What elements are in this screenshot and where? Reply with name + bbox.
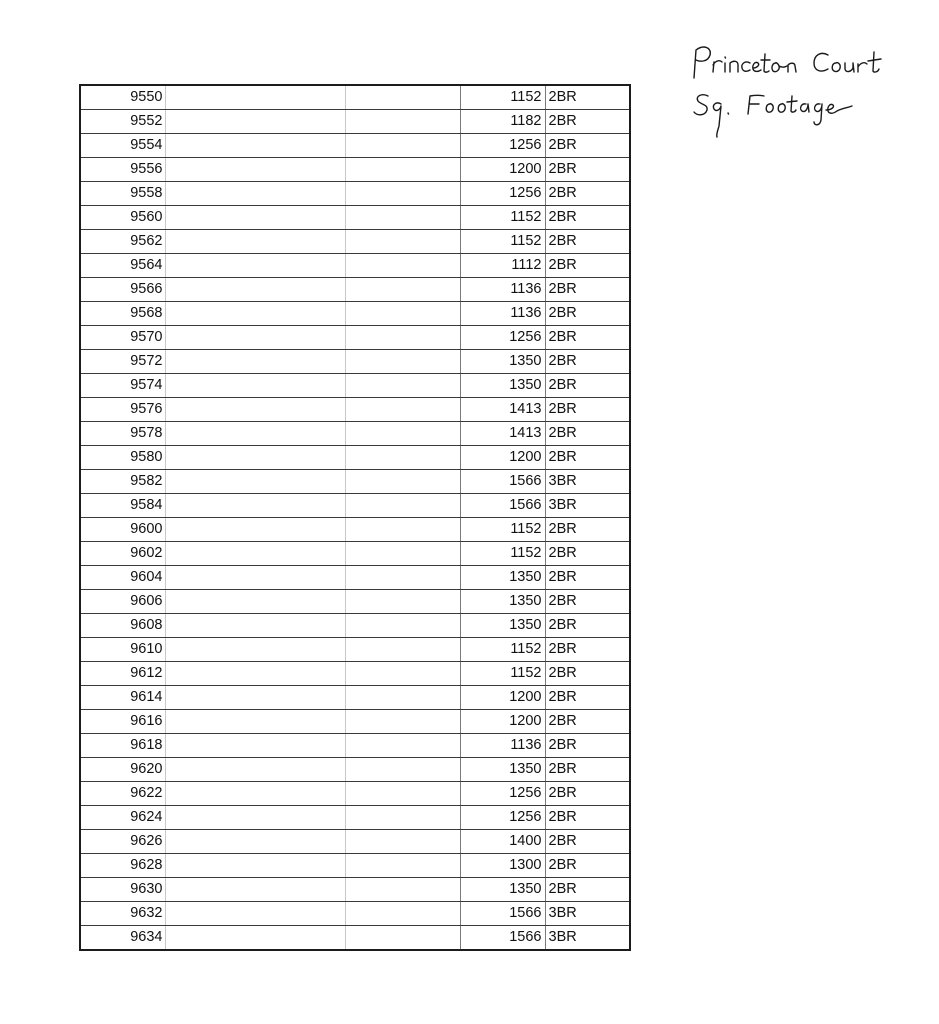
empty-cell [165,182,345,206]
unit-type: 2BR [545,230,630,254]
empty-cell [165,350,345,374]
empty-cell [345,878,460,902]
square-footage: 1136 [460,302,545,326]
empty-cell [165,446,345,470]
empty-cell [165,710,345,734]
square-footage: 1136 [460,278,545,302]
table-row [80,470,630,494]
table-row [80,302,630,326]
empty-cell [165,374,345,398]
unit-type: 2BR [545,206,630,230]
unit-type: 2BR [545,518,630,542]
table-body [80,85,630,950]
unit-number: 9612 [80,662,165,686]
unit-number: 9602 [80,542,165,566]
table-row [80,590,630,614]
square-footage: 1566 [460,494,545,518]
unit-number: 9572 [80,350,165,374]
empty-cell [165,830,345,854]
handwritten-note-drawing [690,38,920,148]
empty-cell [165,518,345,542]
empty-cell [345,662,460,686]
table-row [80,878,630,902]
table-row [80,686,630,710]
square-footage: 1152 [460,206,545,230]
empty-cell [345,446,460,470]
table-row [80,830,630,854]
empty-cell [165,206,345,230]
empty-cell [345,566,460,590]
unit-number: 9628 [80,854,165,878]
unit-type: 2BR [545,590,630,614]
square-footage: 1152 [460,662,545,686]
empty-cell [345,158,460,182]
empty-cell [345,638,460,662]
table-row [80,854,630,878]
square-footage: 1256 [460,806,545,830]
square-footage: 1350 [460,350,545,374]
empty-cell [165,566,345,590]
unit-type: 2BR [545,110,630,134]
unit-number: 9582 [80,470,165,494]
empty-cell [165,110,345,134]
unit-number: 9566 [80,278,165,302]
unit-type: 2BR [545,830,630,854]
table-row [80,806,630,830]
square-footage: 1200 [460,446,545,470]
empty-cell [345,710,460,734]
unit-type: 2BR [545,758,630,782]
square-footage: 1566 [460,926,545,951]
square-footage-table [79,84,631,951]
unit-type: 2BR [545,350,630,374]
unit-number: 9600 [80,518,165,542]
empty-cell [165,158,345,182]
square-footage: 1256 [460,326,545,350]
empty-cell [165,254,345,278]
unit-number: 9624 [80,806,165,830]
empty-cell [165,398,345,422]
empty-cell [345,134,460,158]
unit-type: 2BR [545,254,630,278]
unit-type: 2BR [545,182,630,206]
empty-cell [345,470,460,494]
unit-type: 2BR [545,710,630,734]
square-footage: 1182 [460,110,545,134]
table-row [80,254,630,278]
empty-cell [165,85,345,110]
table-row [80,182,630,206]
empty-cell [345,806,460,830]
empty-cell [345,374,460,398]
unit-number: 9632 [80,902,165,926]
unit-type: 2BR [545,782,630,806]
unit-number: 9556 [80,158,165,182]
square-footage: 1200 [460,710,545,734]
unit-number: 9562 [80,230,165,254]
unit-number: 9634 [80,926,165,951]
square-footage: 1400 [460,830,545,854]
unit-type: 2BR [545,854,630,878]
table-row [80,278,630,302]
unit-type: 3BR [545,926,630,951]
unit-number: 9604 [80,566,165,590]
square-footage: 1350 [460,758,545,782]
square-footage: 1112 [460,254,545,278]
unit-number: 9558 [80,182,165,206]
empty-cell [345,206,460,230]
unit-type: 2BR [545,614,630,638]
square-footage: 1300 [460,854,545,878]
empty-cell [345,518,460,542]
square-footage: 1350 [460,614,545,638]
empty-cell [165,230,345,254]
unit-number: 9552 [80,110,165,134]
empty-cell [345,254,460,278]
square-footage: 1256 [460,782,545,806]
empty-cell [345,734,460,758]
empty-cell [345,326,460,350]
unit-type: 2BR [545,134,630,158]
unit-number: 9554 [80,134,165,158]
table-row [80,110,630,134]
square-footage: 1152 [460,230,545,254]
square-footage: 1350 [460,878,545,902]
table-row [80,134,630,158]
unit-number: 9608 [80,614,165,638]
empty-cell [345,542,460,566]
unit-number: 9584 [80,494,165,518]
empty-cell [345,182,460,206]
empty-cell [165,326,345,350]
empty-cell [345,830,460,854]
unit-type: 3BR [545,470,630,494]
empty-cell [165,542,345,566]
unit-type: 2BR [545,302,630,326]
unit-type: 2BR [545,446,630,470]
empty-cell [345,854,460,878]
square-footage: 1200 [460,686,545,710]
table-row [80,662,630,686]
empty-cell [165,302,345,326]
unit-number: 9618 [80,734,165,758]
table-row [80,206,630,230]
unit-number: 9630 [80,878,165,902]
table-row [80,518,630,542]
unit-type: 2BR [545,686,630,710]
empty-cell [165,278,345,302]
empty-cell [345,614,460,638]
empty-cell [345,398,460,422]
table-row [80,566,630,590]
table-row [80,614,630,638]
unit-number: 9564 [80,254,165,278]
empty-cell [345,758,460,782]
unit-type: 2BR [545,278,630,302]
empty-cell [165,926,345,951]
empty-cell [345,230,460,254]
unit-number: 9578 [80,422,165,446]
table-row [80,542,630,566]
empty-cell [165,470,345,494]
empty-cell [165,494,345,518]
square-footage: 1152 [460,542,545,566]
unit-type: 2BR [545,85,630,110]
table-row [80,926,630,951]
square-footage: 1350 [460,566,545,590]
unit-number: 9560 [80,206,165,230]
empty-cell [165,782,345,806]
table-row [80,446,630,470]
unit-number: 9610 [80,638,165,662]
empty-cell [345,278,460,302]
unit-number: 9606 [80,590,165,614]
empty-cell [165,590,345,614]
table-row [80,85,630,110]
unit-number: 9620 [80,758,165,782]
table-row [80,782,630,806]
square-footage: 1152 [460,85,545,110]
unit-type: 2BR [545,734,630,758]
table-row [80,494,630,518]
unit-type: 2BR [545,158,630,182]
unit-type: 2BR [545,374,630,398]
table-row [80,230,630,254]
square-footage: 1200 [460,158,545,182]
unit-number: 9580 [80,446,165,470]
unit-number: 9626 [80,830,165,854]
square-footage: 1413 [460,422,545,446]
empty-cell [165,422,345,446]
square-footage: 1350 [460,374,545,398]
empty-cell [165,806,345,830]
empty-cell [165,686,345,710]
empty-cell [165,662,345,686]
unit-type: 2BR [545,326,630,350]
square-footage: 1350 [460,590,545,614]
square-footage: 1566 [460,470,545,494]
square-footage: 1566 [460,902,545,926]
handwritten-note [690,38,920,148]
square-footage: 1256 [460,182,545,206]
unit-number: 9616 [80,710,165,734]
table-row [80,710,630,734]
unit-number: 9570 [80,326,165,350]
empty-cell [165,902,345,926]
unit-type: 2BR [545,638,630,662]
empty-cell [345,686,460,710]
square-footage: 1413 [460,398,545,422]
unit-type: 2BR [545,806,630,830]
table-row [80,374,630,398]
table-row [80,638,630,662]
unit-type: 3BR [545,902,630,926]
empty-cell [345,902,460,926]
unit-number: 9614 [80,686,165,710]
unit-type: 3BR [545,494,630,518]
unit-type: 2BR [545,422,630,446]
empty-cell [165,134,345,158]
table-row [80,902,630,926]
table-row [80,326,630,350]
square-footage: 1136 [460,734,545,758]
unit-type: 2BR [545,566,630,590]
empty-cell [345,110,460,134]
empty-cell [345,590,460,614]
unit-type: 2BR [545,662,630,686]
unit-type: 2BR [545,542,630,566]
empty-cell [345,926,460,951]
empty-cell [165,854,345,878]
square-footage: 1256 [460,134,545,158]
empty-cell [345,350,460,374]
table-row [80,398,630,422]
empty-cell [165,638,345,662]
unit-number: 9576 [80,398,165,422]
table-row [80,350,630,374]
unit-number: 9574 [80,374,165,398]
empty-cell [165,878,345,902]
table-row [80,158,630,182]
unit-type: 2BR [545,398,630,422]
table-row [80,422,630,446]
square-footage: 1152 [460,638,545,662]
empty-cell [165,758,345,782]
empty-cell [345,782,460,806]
empty-cell [165,734,345,758]
unit-type: 2BR [545,878,630,902]
empty-cell [345,494,460,518]
table-row [80,758,630,782]
empty-cell [345,302,460,326]
unit-number: 9550 [80,85,165,110]
empty-cell [345,422,460,446]
unit-number: 9568 [80,302,165,326]
empty-cell [165,614,345,638]
square-footage: 1152 [460,518,545,542]
table-row [80,734,630,758]
empty-cell [345,85,460,110]
unit-number: 9622 [80,782,165,806]
